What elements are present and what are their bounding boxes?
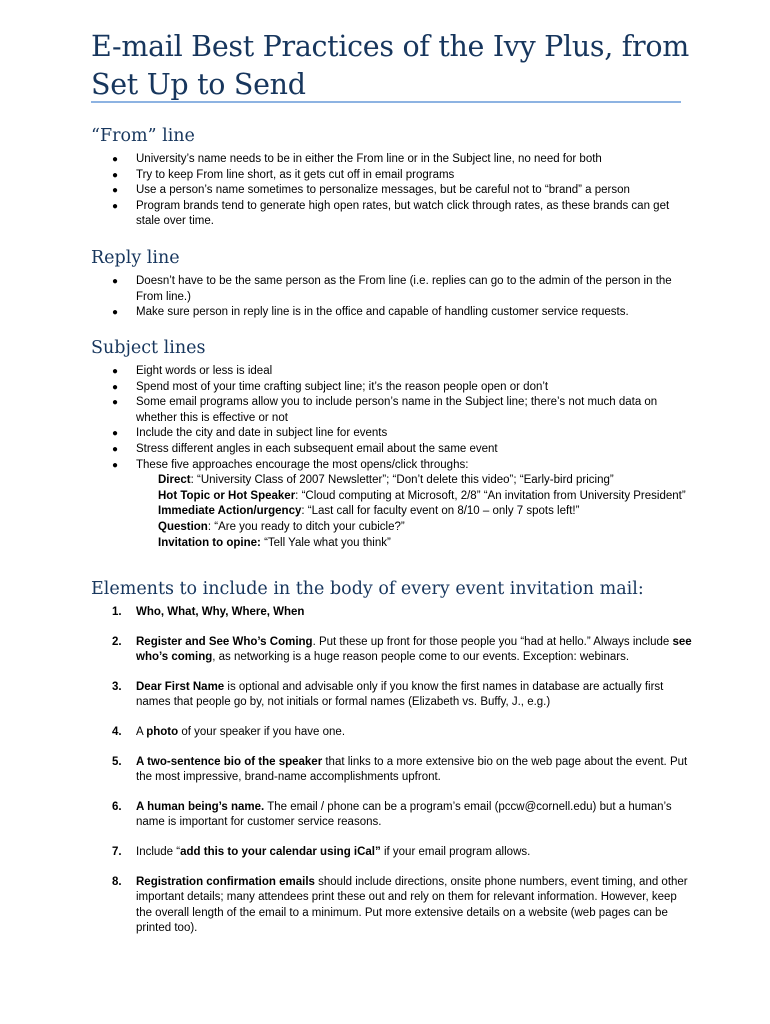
list-item: ● Stress different angles in each subsequent email about the same event — [112, 442, 692, 458]
approach-item: Invitation to opine: “Tell Yale what you think” — [158, 536, 391, 549]
bullet-icon: ● — [112, 381, 119, 393]
list-item: ● These five approaches encourage the most opens/click throughs: Direct: “University Class of 2007 Newsletter”; “Don’t delete this video”; “Early-bird pricing” Hot Topic or Hot Speaker: “Cloud computing at Microsoft, 2/8” “An invitation from University President” Immediate Action/urgency: “Last call for faculty event on 8/10 – only 7 spots left!” Question: “Are you ready to ditch your cubicle?” Invitation to opine: “Tell Yale what you think” — [112, 458, 692, 552]
bullet-icon: ● — [112, 200, 119, 212]
approach-item: Hot Topic or Hot Speaker: “Cloud computing at Microsoft, 2/8” “An invitation from University President” — [158, 489, 686, 502]
bullet-icon: ● — [112, 169, 119, 181]
bullet-icon: ● — [112, 185, 119, 197]
list-item: ● Eight words or less is ideal — [112, 364, 692, 380]
bullet-icon: ● — [112, 397, 119, 409]
bullet-icon: ● — [112, 307, 119, 319]
bullet-icon: ● — [112, 276, 119, 287]
bullet-icon: ● — [112, 366, 119, 377]
numbered-item: 1. Who, What, Why, Where, When — [112, 606, 305, 618]
list-item: ● Make sure person in reply line is in the office and capable of handling customer service requests. — [112, 305, 692, 321]
heading-from-line: “From” line — [91, 126, 195, 146]
heading-reply-line: Reply line — [91, 248, 180, 268]
approach-item: Direct: “University Class of 2007 Newsletter”; “Don’t delete this video”; “Early-bird pricing” — [158, 474, 614, 487]
list-item: ● Some email programs allow you to include person’s name in the Subject line; there’s not much data on whether this is effective or not — [112, 396, 658, 424]
title-underline — [91, 101, 681, 103]
bullet-icon: ● — [112, 459, 119, 471]
reply-line-list — [112, 274, 692, 321]
approach-item: Question: “Are you ready to ditch your cubicle?” — [158, 520, 405, 533]
list-item: ● Include the city and date in subject line for events — [112, 426, 692, 442]
list-item: ● Program brands tend to generate high open rates, but watch click through rates, as these brands can get stale over time. — [112, 199, 670, 228]
numbered-item: 4. A photo of your speaker if you have one. — [112, 725, 346, 738]
bullet-icon: ● — [112, 428, 119, 440]
document-title: E-mail Best Practices of the Ivy Plus, from Set Up to Send — [91, 30, 689, 101]
from-line-list — [112, 152, 692, 230]
list-item: ● Spend most of your time crafting subject line; it’s the reason people open or don’t — [112, 380, 692, 396]
elements-list — [112, 605, 692, 951]
bullet-icon: ● — [112, 443, 119, 455]
numbered-item: 7. Include “add this to your calendar using iCal” if your email program allows. — [112, 845, 531, 858]
list-item: ● University’s name needs to be in either the From line or in the Subject line, no need for both — [112, 152, 692, 168]
heading-subject-lines: Subject lines — [91, 338, 206, 358]
approach-item: Immediate Action/urgency: “Last call for faculty event on 8/10 – only 7 spots left!” — [158, 505, 580, 518]
heading-elements: Elements to include in the body of every event invitation mail: — [91, 579, 644, 599]
subject-lines-list — [112, 364, 692, 551]
list-item: ● Try to keep From line short, as it gets cut off in email programs — [112, 168, 692, 184]
numbered-item: 6. A human being’s name. The email / phone can be a program’s email (pccw@cornell.edu) but a human’s name is important for customer service reasons. — [112, 800, 672, 829]
numbered-item: 2. Register and See Who’s Coming. Put these up front for those people you “had at hello.” Always include see who’s coming, as networking is a huge reason people come to our events. Exception: webinars. — [112, 635, 692, 664]
list-item: ● Doesn’t have to be the same person as the From line (i.e. replies can go to the admin of the person in the From line.) — [112, 275, 672, 303]
numbered-item: 8. Registration confirmation emails should include directions, onsite phone numbers, event timing, and other important details; many attendees print these out and rely on them for relevant information. However, keep the overall length of the email to a minimum. Put more extensive details on a website (web pages can be printed too). — [112, 875, 688, 935]
numbered-item: 5. A two-sentence bio of the speaker that links to a more extensive bio on the web page about the event. Put the most impressive, brand-name accomplishments upfront. — [112, 755, 688, 784]
list-item: ● Use a person’s name sometimes to personalize messages, but be careful not to “brand” a person — [112, 183, 692, 199]
numbered-item: 3. Dear First Name is optional and advisable only if you know the first names in database are actually first names that people go by, not initials or formal names (Elizabeth vs. Buffy, J., e.g.) — [112, 680, 664, 709]
bullet-icon: ● — [112, 154, 119, 165]
